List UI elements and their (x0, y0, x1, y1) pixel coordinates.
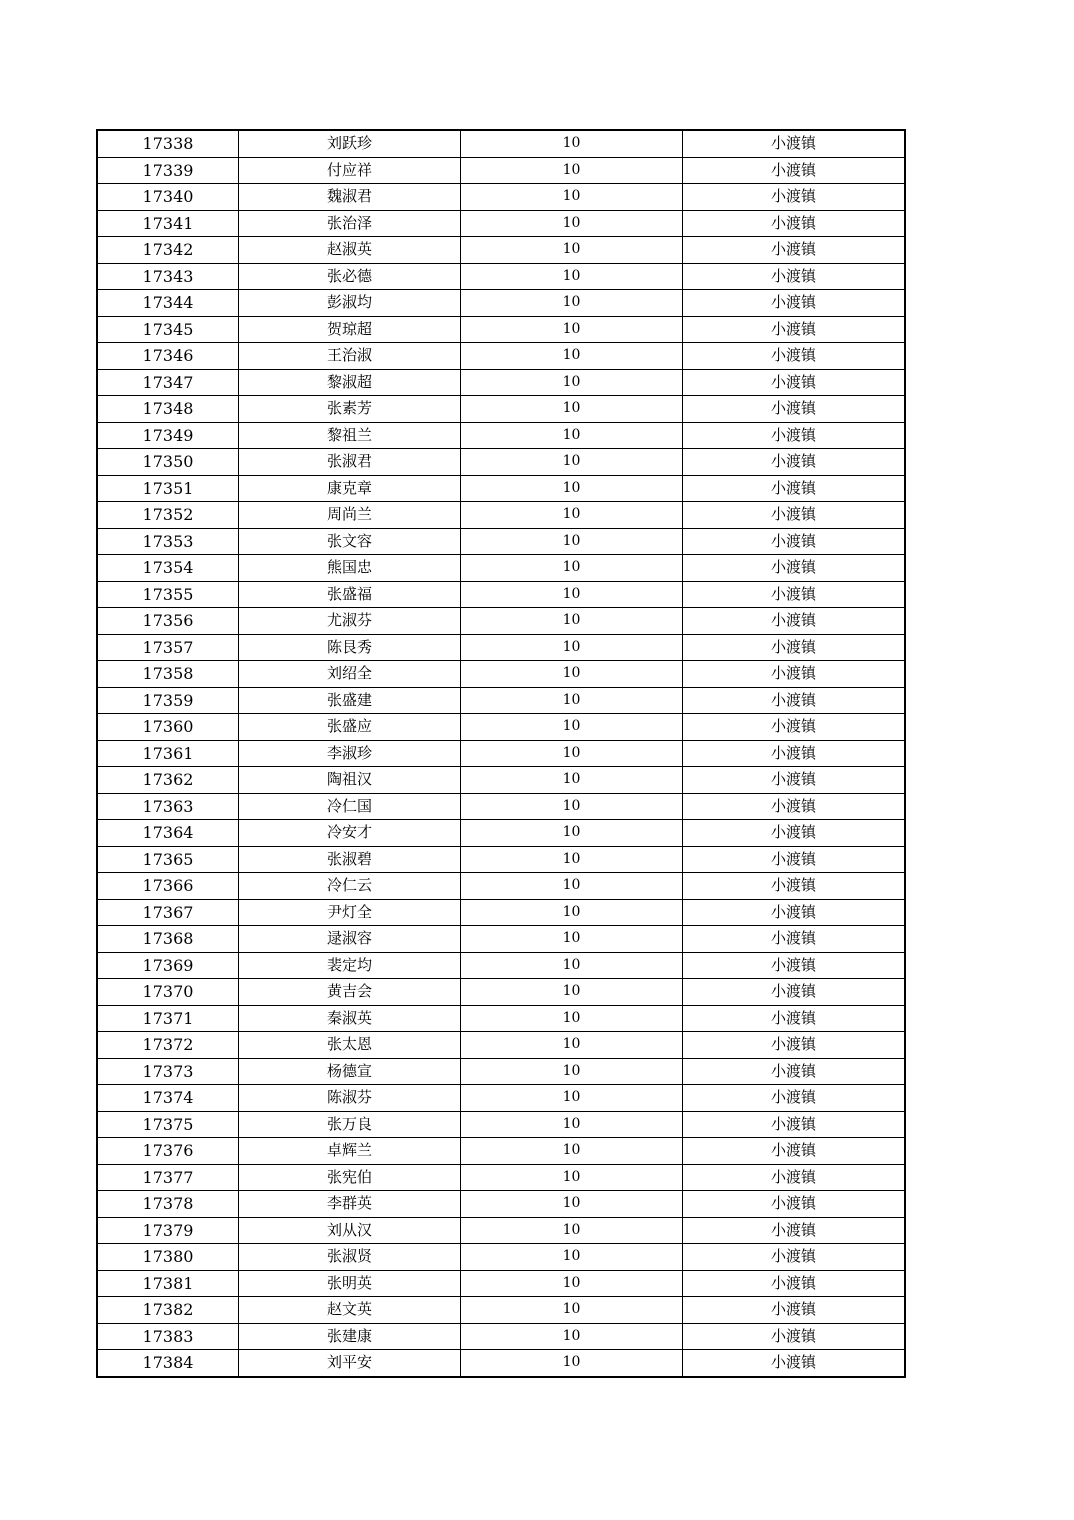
cell-name: 黎淑超 (239, 369, 461, 396)
cell-id: 17375 (97, 1111, 239, 1138)
cell-name: 冷仁云 (239, 873, 461, 900)
cell-town: 小渡镇 (683, 1032, 906, 1059)
cell-id: 17359 (97, 687, 239, 714)
cell-amount: 10 (461, 608, 683, 635)
table-row (97, 1085, 905, 1112)
table-row (97, 316, 905, 343)
cell-name: 张必德 (239, 263, 461, 290)
table-row (97, 661, 905, 688)
cell-id: 17367 (97, 899, 239, 926)
cell-name: 张太恩 (239, 1032, 461, 1059)
table-row (97, 1244, 905, 1271)
cell-amount: 10 (461, 926, 683, 953)
cell-id: 17370 (97, 979, 239, 1006)
table-row (97, 714, 905, 741)
cell-name: 贺琼超 (239, 316, 461, 343)
cell-town: 小渡镇 (683, 581, 906, 608)
cell-name: 张宪伯 (239, 1164, 461, 1191)
cell-town: 小渡镇 (683, 475, 906, 502)
table-row (97, 475, 905, 502)
table-row (97, 1297, 905, 1324)
cell-amount: 10 (461, 820, 683, 847)
cell-town: 小渡镇 (683, 740, 906, 767)
cell-amount: 10 (461, 687, 683, 714)
table-row (97, 210, 905, 237)
cell-id: 17338 (97, 130, 239, 157)
cell-town: 小渡镇 (683, 1270, 906, 1297)
cell-id: 17354 (97, 555, 239, 582)
table-row (97, 793, 905, 820)
cell-id: 17364 (97, 820, 239, 847)
cell-amount: 10 (461, 528, 683, 555)
cell-name: 黎祖兰 (239, 422, 461, 449)
cell-id: 17374 (97, 1085, 239, 1112)
table-row (97, 396, 905, 423)
table-row (97, 1032, 905, 1059)
cell-amount: 10 (461, 555, 683, 582)
cell-id: 17340 (97, 184, 239, 211)
table-row (97, 528, 905, 555)
table-row (97, 1350, 905, 1377)
cell-town: 小渡镇 (683, 1058, 906, 1085)
cell-amount: 10 (461, 793, 683, 820)
cell-id: 17381 (97, 1270, 239, 1297)
cell-town: 小渡镇 (683, 767, 906, 794)
cell-id: 17368 (97, 926, 239, 953)
table-row (97, 1111, 905, 1138)
cell-town: 小渡镇 (683, 449, 906, 476)
cell-name: 陈艮秀 (239, 634, 461, 661)
table-row (97, 873, 905, 900)
cell-town: 小渡镇 (683, 793, 906, 820)
cell-name: 张建康 (239, 1323, 461, 1350)
cell-id: 17362 (97, 767, 239, 794)
cell-amount: 10 (461, 475, 683, 502)
cell-name: 尤淑芬 (239, 608, 461, 635)
cell-name: 刘绍全 (239, 661, 461, 688)
table-row (97, 581, 905, 608)
cell-town: 小渡镇 (683, 396, 906, 423)
cell-name: 黄吉会 (239, 979, 461, 1006)
cell-name: 张淑君 (239, 449, 461, 476)
cell-amount: 10 (461, 1270, 683, 1297)
cell-id: 17372 (97, 1032, 239, 1059)
cell-name: 陶祖汉 (239, 767, 461, 794)
cell-amount: 10 (461, 1217, 683, 1244)
cell-name: 彭淑均 (239, 290, 461, 317)
table-body (97, 130, 905, 1377)
cell-amount: 10 (461, 1164, 683, 1191)
cell-id: 17349 (97, 422, 239, 449)
table-row (97, 422, 905, 449)
cell-town: 小渡镇 (683, 846, 906, 873)
cell-name: 逯淑容 (239, 926, 461, 953)
cell-amount: 10 (461, 1005, 683, 1032)
cell-name: 张盛建 (239, 687, 461, 714)
cell-name: 冷仁国 (239, 793, 461, 820)
cell-amount: 10 (461, 1323, 683, 1350)
cell-id: 17350 (97, 449, 239, 476)
cell-town: 小渡镇 (683, 1350, 906, 1377)
cell-id: 17346 (97, 343, 239, 370)
cell-id: 17343 (97, 263, 239, 290)
cell-town: 小渡镇 (683, 555, 906, 582)
cell-name: 刘平安 (239, 1350, 461, 1377)
table-row (97, 502, 905, 529)
table-row (97, 1005, 905, 1032)
cell-town: 小渡镇 (683, 1297, 906, 1324)
cell-id: 17360 (97, 714, 239, 741)
table-row (97, 687, 905, 714)
cell-amount: 10 (461, 634, 683, 661)
cell-id: 17363 (97, 793, 239, 820)
cell-name: 刘从汉 (239, 1217, 461, 1244)
cell-town: 小渡镇 (683, 979, 906, 1006)
cell-id: 17358 (97, 661, 239, 688)
table-row (97, 555, 905, 582)
cell-id: 17383 (97, 1323, 239, 1350)
cell-name: 刘跃珍 (239, 130, 461, 157)
cell-id: 17384 (97, 1350, 239, 1377)
cell-town: 小渡镇 (683, 157, 906, 184)
cell-town: 小渡镇 (683, 1111, 906, 1138)
cell-town: 小渡镇 (683, 687, 906, 714)
cell-town: 小渡镇 (683, 290, 906, 317)
cell-id: 17353 (97, 528, 239, 555)
cell-id: 17347 (97, 369, 239, 396)
cell-amount: 10 (461, 369, 683, 396)
cell-id: 17345 (97, 316, 239, 343)
cell-name: 卓辉兰 (239, 1138, 461, 1165)
cell-town: 小渡镇 (683, 369, 906, 396)
cell-amount: 10 (461, 396, 683, 423)
cell-amount: 10 (461, 846, 683, 873)
cell-id: 17366 (97, 873, 239, 900)
cell-name: 付应祥 (239, 157, 461, 184)
cell-amount: 10 (461, 237, 683, 264)
cell-name: 尹灯全 (239, 899, 461, 926)
cell-town: 小渡镇 (683, 130, 906, 157)
cell-name: 周尚兰 (239, 502, 461, 529)
table-row (97, 608, 905, 635)
cell-amount: 10 (461, 184, 683, 211)
cell-town: 小渡镇 (683, 343, 906, 370)
cell-name: 裴定均 (239, 952, 461, 979)
cell-town: 小渡镇 (683, 316, 906, 343)
cell-amount: 10 (461, 1085, 683, 1112)
table-row (97, 343, 905, 370)
cell-town: 小渡镇 (683, 952, 906, 979)
cell-town: 小渡镇 (683, 661, 906, 688)
cell-amount: 10 (461, 1350, 683, 1377)
cell-name: 张淑碧 (239, 846, 461, 873)
cell-amount: 10 (461, 343, 683, 370)
cell-amount: 10 (461, 899, 683, 926)
cell-id: 17355 (97, 581, 239, 608)
table-row (97, 290, 905, 317)
cell-name: 张盛应 (239, 714, 461, 741)
cell-amount: 10 (461, 1138, 683, 1165)
cell-id: 17380 (97, 1244, 239, 1271)
cell-town: 小渡镇 (683, 502, 906, 529)
cell-town: 小渡镇 (683, 820, 906, 847)
table-row (97, 130, 905, 157)
cell-town: 小渡镇 (683, 528, 906, 555)
table-row (97, 846, 905, 873)
cell-id: 17373 (97, 1058, 239, 1085)
cell-name: 张明英 (239, 1270, 461, 1297)
cell-id: 17361 (97, 740, 239, 767)
cell-amount: 10 (461, 661, 683, 688)
cell-town: 小渡镇 (683, 210, 906, 237)
cell-town: 小渡镇 (683, 263, 906, 290)
cell-town: 小渡镇 (683, 1244, 906, 1271)
cell-amount: 10 (461, 740, 683, 767)
table-row (97, 1138, 905, 1165)
cell-name: 陈淑芬 (239, 1085, 461, 1112)
cell-town: 小渡镇 (683, 1138, 906, 1165)
table-row (97, 820, 905, 847)
cell-town: 小渡镇 (683, 926, 906, 953)
cell-id: 17352 (97, 502, 239, 529)
cell-town: 小渡镇 (683, 899, 906, 926)
cell-town: 小渡镇 (683, 1191, 906, 1218)
cell-id: 17382 (97, 1297, 239, 1324)
cell-town: 小渡镇 (683, 1217, 906, 1244)
table-row (97, 979, 905, 1006)
cell-town: 小渡镇 (683, 184, 906, 211)
table-row (97, 740, 905, 767)
table-row (97, 634, 905, 661)
cell-town: 小渡镇 (683, 1085, 906, 1112)
cell-name: 李群英 (239, 1191, 461, 1218)
cell-amount: 10 (461, 873, 683, 900)
cell-amount: 10 (461, 979, 683, 1006)
cell-name: 杨德宣 (239, 1058, 461, 1085)
cell-id: 17356 (97, 608, 239, 635)
cell-name: 张素芳 (239, 396, 461, 423)
cell-amount: 10 (461, 1111, 683, 1138)
table-row (97, 926, 905, 953)
cell-town: 小渡镇 (683, 422, 906, 449)
cell-amount: 10 (461, 422, 683, 449)
table-row (97, 1217, 905, 1244)
table-row (97, 952, 905, 979)
cell-id: 17344 (97, 290, 239, 317)
table-row (97, 369, 905, 396)
cell-name: 康克章 (239, 475, 461, 502)
cell-name: 张万良 (239, 1111, 461, 1138)
cell-amount: 10 (461, 210, 683, 237)
cell-amount: 10 (461, 1191, 683, 1218)
cell-amount: 10 (461, 157, 683, 184)
cell-town: 小渡镇 (683, 714, 906, 741)
cell-id: 17365 (97, 846, 239, 873)
table-row (97, 1058, 905, 1085)
cell-name: 赵淑英 (239, 237, 461, 264)
table-row (97, 449, 905, 476)
cell-amount: 10 (461, 502, 683, 529)
cell-id: 17377 (97, 1164, 239, 1191)
table-row (97, 1323, 905, 1350)
table-row (97, 263, 905, 290)
cell-name: 冷安才 (239, 820, 461, 847)
table-row (97, 899, 905, 926)
cell-id: 17357 (97, 634, 239, 661)
cell-name: 熊国忠 (239, 555, 461, 582)
cell-amount: 10 (461, 581, 683, 608)
cell-id: 17348 (97, 396, 239, 423)
cell-amount: 10 (461, 1032, 683, 1059)
cell-amount: 10 (461, 290, 683, 317)
cell-town: 小渡镇 (683, 237, 906, 264)
cell-amount: 10 (461, 1297, 683, 1324)
cell-id: 17378 (97, 1191, 239, 1218)
cell-town: 小渡镇 (683, 1164, 906, 1191)
cell-town: 小渡镇 (683, 1005, 906, 1032)
cell-id: 17351 (97, 475, 239, 502)
cell-name: 张治泽 (239, 210, 461, 237)
cell-id: 17369 (97, 952, 239, 979)
cell-town: 小渡镇 (683, 1323, 906, 1350)
cell-id: 17342 (97, 237, 239, 264)
cell-amount: 10 (461, 714, 683, 741)
cell-name: 王治淑 (239, 343, 461, 370)
cell-name: 张盛福 (239, 581, 461, 608)
cell-name: 张文容 (239, 528, 461, 555)
table-row (97, 184, 905, 211)
cell-amount: 10 (461, 316, 683, 343)
cell-amount: 10 (461, 1058, 683, 1085)
cell-town: 小渡镇 (683, 873, 906, 900)
cell-name: 张淑贤 (239, 1244, 461, 1271)
cell-id: 17339 (97, 157, 239, 184)
cell-amount: 10 (461, 130, 683, 157)
cell-id: 17371 (97, 1005, 239, 1032)
table-row (97, 767, 905, 794)
cell-name: 李淑珍 (239, 740, 461, 767)
data-table (96, 129, 906, 1378)
cell-amount: 10 (461, 952, 683, 979)
cell-name: 魏淑君 (239, 184, 461, 211)
cell-id: 17376 (97, 1138, 239, 1165)
cell-id: 17379 (97, 1217, 239, 1244)
cell-name: 秦淑英 (239, 1005, 461, 1032)
table-row (97, 1270, 905, 1297)
table-row (97, 157, 905, 184)
cell-amount: 10 (461, 1244, 683, 1271)
cell-amount: 10 (461, 449, 683, 476)
table-row (97, 237, 905, 264)
cell-amount: 10 (461, 767, 683, 794)
cell-id: 17341 (97, 210, 239, 237)
table-row (97, 1164, 905, 1191)
cell-name: 赵文英 (239, 1297, 461, 1324)
cell-town: 小渡镇 (683, 608, 906, 635)
cell-town: 小渡镇 (683, 634, 906, 661)
cell-amount: 10 (461, 263, 683, 290)
table-row (97, 1191, 905, 1218)
